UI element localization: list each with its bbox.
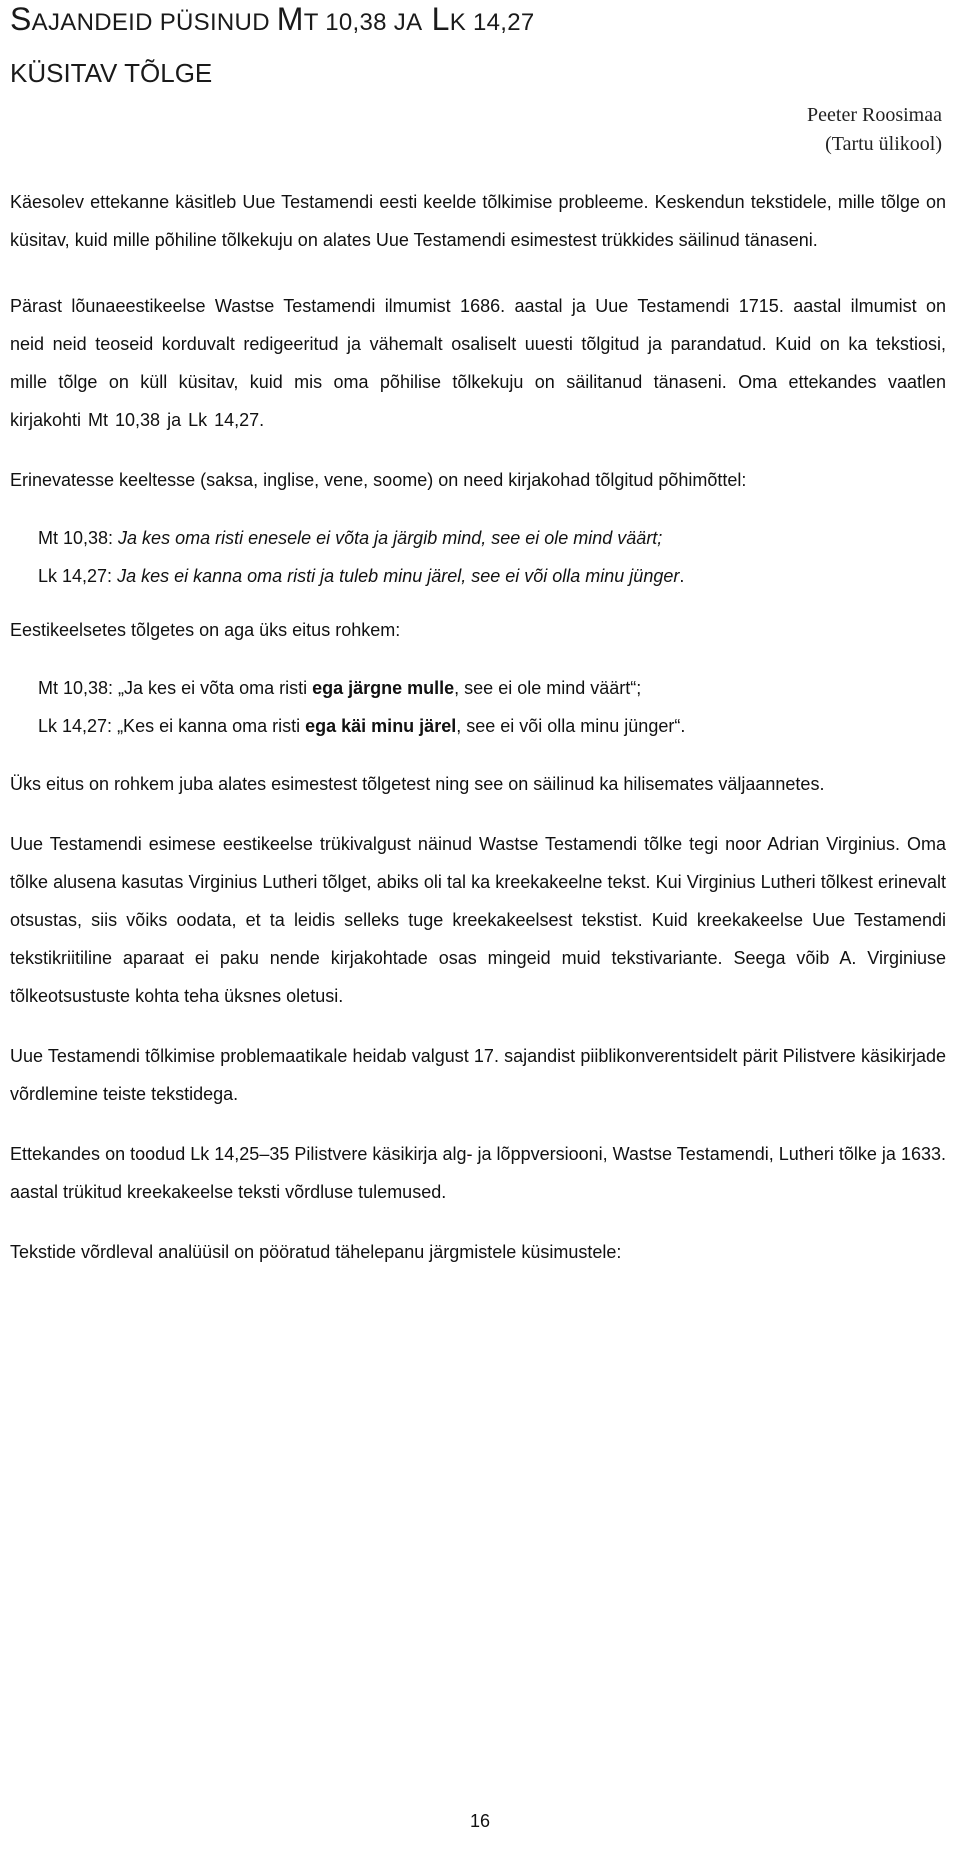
quote-text: Ja kes ei kanna oma risti ja tuleb minu järel, see ei või olla minu jünger xyxy=(117,566,680,586)
paragraph-questions: Tekstide võrdleval analüüsil on pööratud tähelepanu järgmistele küsimustele: xyxy=(10,1242,622,1262)
title-part: T 10,38 xyxy=(303,9,394,36)
title-part: M xyxy=(276,1,304,37)
paragraph-virginius: Uue Testamendi esimese eestikeelse trükivalgust näinud Wastse Testamendi tõlke tegi noor Adrian Virginius. Oma tõlke alusena kasutas Virginius Lutheri tõlget, abiks oli tal ka kreekakeelne tekst. Kui Virginius Lutheri tõlkest erinevalt otsustas, siis võiks oodata, et ta leidis selleks tuge kreekakeelsest tekstist. Kuid kreekakeelse Uue Testamendi tekstikriitiline aparaat ei paku nende kirjakohtade osas mingeid muid tekstivariante. Seega võib A. Virginiuse tõlkeotsustuste kohta teha üksnes oletusi. xyxy=(10,834,946,1006)
author-affiliation: (Tartu ülikool) xyxy=(825,133,942,155)
quote-mt xyxy=(38,519,946,557)
quote-text: , see ei ole mind väärt“; xyxy=(454,678,642,698)
body-text xyxy=(10,183,946,1271)
quote-end: . xyxy=(679,566,685,586)
paragraph-languages: Erinevatesse keeltesse (saksa, inglise, vene, soome) on need kirjakohad tõlgitud põhimõttel: xyxy=(10,470,747,490)
quote-text: „Ja kes ei võta oma risti xyxy=(118,678,313,698)
title-part: JA xyxy=(393,9,423,36)
page-subtitle: KÜSITAV TÕLGE xyxy=(10,58,213,88)
paragraph-negation: Üks eitus on rohkem juba alates esimestest tõlgetest ning see on säilinud ka hilisemates väljaannetes. xyxy=(10,774,825,794)
quote-mt-et xyxy=(38,669,946,707)
title-part: L xyxy=(422,1,450,37)
title-part: S xyxy=(10,1,32,37)
quote-emphasis: ega käi minu järel xyxy=(305,716,457,736)
paragraph-comparison: Ettekandes on toodud Lk 14,25–35 Pilistvere käsikirja alg- ja lõppversiooni, Wastse Testamendi, Lutheri tõlke ja 1633. aastal trükitud kreekakeelse teksti võrdluse tulemused. xyxy=(10,1144,946,1202)
page-title xyxy=(10,0,535,42)
quote-reference: Mt 10,38: xyxy=(38,528,119,548)
quote-emphasis: ega järgne mulle xyxy=(312,678,455,698)
quote-reference: Lk 14,27: xyxy=(38,566,118,586)
quote-text: Ja kes oma risti enesele ei võta ja järgib mind, see ei ole mind väärt; xyxy=(118,528,663,548)
paragraph-history: Pärast lõunaeestikeelse Wastse Testamendi ilmumist 1686. aastal ja Uue Testamendi 1715. aastal ilmumist on neid neid teoseid korduvalt redigeeritud ja vähemalt osaliselt uuesti tõlgitud ja parandatud. Kuid on ka tekstiosi, mille tõlge on küll küsitav, kuid mis oma põhilise tõlkekuju on säilitanud tänaseni. Oma ettekandes vaatlen kirjakohti Mt 10,38 ja Lk 14,27. xyxy=(10,296,946,430)
author-block xyxy=(807,101,942,159)
quote-block-foreign xyxy=(10,519,946,595)
quote-reference: Mt 10,38: xyxy=(38,678,119,698)
quote-reference: Lk 14,27: xyxy=(38,716,118,736)
author-name: Peeter Roosimaa xyxy=(807,104,942,126)
paragraph-estonian: Eestikeelsetes tõlgetes on aga üks eitus rohkem: xyxy=(10,620,401,640)
paragraph-pilistvere: Uue Testamendi tõlkimise problemaatikale heidab valgust 17. sajandist piiblikonverentsidelt pärit Pilistvere käsikirjade võrdlemine teiste tekstidega. xyxy=(10,1046,946,1104)
quote-lk-et xyxy=(38,707,946,745)
title-part: AJANDEID PÜSINUD xyxy=(31,9,277,36)
quote-lk xyxy=(38,557,946,595)
quote-text: , see ei või olla minu jünger“. xyxy=(456,716,686,736)
paragraph-intro: Käesolev ettekanne käsitleb Uue Testamendi eesti keelde tõlkimise probleeme. Keskendun tekstidele, mille tõlge on küsitav, kuid mille põhiline tõlkekuju on alates Uue Testamendi esimestest trükkides säilinud tänaseni. xyxy=(10,192,946,250)
quote-block-estonian xyxy=(10,669,946,745)
title-part: K 14,27 xyxy=(449,9,535,36)
quote-text: „Kes ei kanna oma risti xyxy=(117,716,306,736)
page-number: 16 xyxy=(469,1811,491,1831)
